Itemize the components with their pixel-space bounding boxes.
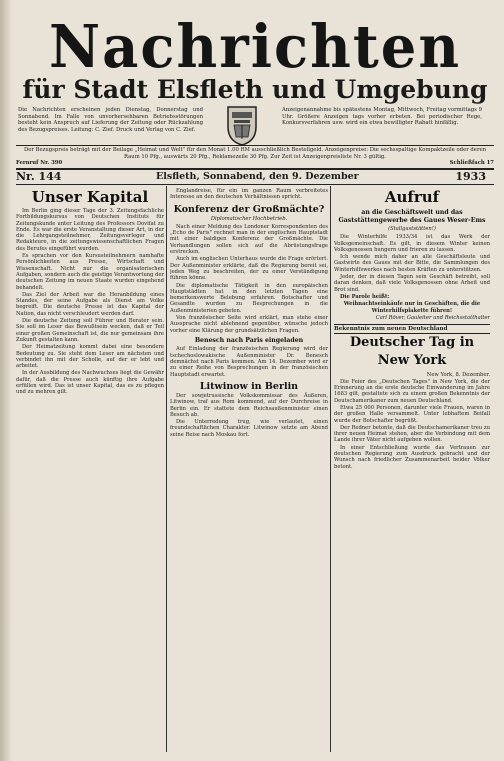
subscription-info: Der Bezugspreis beträgt mit der Beilage „Heimat und Welt" für den Monat 1.00 RM ausschließlich Bestellgeld. Anzeigenpreise: Die sechsspaltige Kompaktzeile oder deren Raum 10 Pfg., auswärts 20 Pfg., Reklamezeile 30 Pfg. Zur Zeit ist Anzeigenpreisliste Nr. 3 gültig.: [23, 147, 487, 160]
issue-date: Elsfleth, Sonnabend, den 9. Dezember: [156, 171, 359, 182]
article-subtitle: Diplomatischer Hochbetrieb.: [210, 215, 288, 222]
issue-number: Nr. 144: [16, 170, 62, 183]
masthead-title: Nachrichten: [48, 12, 462, 82]
article-title: Deutscher Tag in New York: [349, 335, 475, 369]
article-paragraph: In einer Entschließung wurde das Vertrauen zur deutschen Regierung zum Ausdruck gebracht und der Wunsch nach friedlicher Zusammenarbeit beider Völker betont.: [334, 444, 490, 470]
page-edge: [0, 0, 12, 761]
article-paragraph: Die Winterhilfe 1933/34 ist das Werk der Volksgemeinschaft. Es gilt, in diesem Winter keinen Volksgenossen hungern und frieren zu lassen.: [334, 234, 490, 253]
article-paragraph: Die Feier des „Deutschen Tages" in New York, die der Erinnerung an die erste deutsche Einwanderung im Jahre 1683 gilt, gestaltete sich zu einem großen Bekenntnis der Deutschamerikaner zum neuen Deutschland.: [334, 378, 490, 404]
divider: [16, 184, 494, 185]
section-heading: Bekenntnis zum neuen Deutschland: [334, 324, 490, 334]
motto: Weihnachtseinkäufe nur in Geschäften, die die Winterhilfsplakette führen!: [343, 301, 481, 314]
article-paragraph: Im Berlin ging dieser Tage der 3. Zeitungsfachliche Fortbildungskursus von Deutschen Instituts für Zeitungskunde unter Leitung des Professors Dovifat zu Ende. Es war die erste Veranstaltung dieser Art, in der die Lehrgangsteilnehmer, Zeitungsverleger und Redakteure, in die zeitungswissenschaftlichen Fragen des Berufes eingeführt wurden.: [16, 208, 164, 252]
article-paragraph: Auf Einladung der französischen Regierung wird der tschechoslowakische Außenminister Dr. Benesch demnächst nach Paris kommen. Am 14. Dezember wird er zu einer Reihe von Besprechungen in der französischen Hauptstadt erwartet.: [170, 346, 328, 378]
article-paragraph: Es sprachen vor den Kursusteilnehmern namhafte Persönlichkeiten aus Presse, Wirtschaft und Wissenschaft. Nicht nur die organisatorischen Aufgaben, sondern auch die geistige Verantwortung der deutschen Zeitung im neuen Staate wurden eingehend behandelt.: [16, 253, 164, 291]
issue-year: 1933: [455, 170, 486, 183]
town-crest-icon: [220, 103, 264, 147]
article-paragraph: In der Ausbildung des Nachwuchses liegt die Gewähr dafür, daß die Presse auch künftig ihre Aufgabe erfüllen wird. Das ist unser Kapital, das es zu pflegen und zu mehren gilt.: [16, 370, 164, 396]
masthead-subtitle: für Stadt Elsfleth und Umgebung: [22, 75, 488, 104]
article-paragraph: Der Heimatzeitung kommt dabei eine besondere Bedeutung zu. Sie steht dem Leser am nächsten und verbindet ihn mit der Scholle, auf der er lebt und arbeitet.: [16, 344, 164, 370]
article-unser-kapital: [16, 188, 164, 748]
article-column-aufruf: [334, 188, 490, 748]
publisher-info: Die Nachrichten erscheinen jeden Dienstag, Donnerstag und Sonnabend. Im Falle von unvorhersehbaren Betriebsstörungen besteht kein Anspruch auf Lieferung der Zeitung oder Rückzahlung des Bezugspreises. Leitung: C. Zief. Druck und Verlag von C. Zief.: [18, 107, 203, 133]
po-box: Schließfach 17: [449, 160, 494, 166]
article-paragraph: Englandreise, für ein im ganzen Raum verbreitetes Interesse an den deutschen Verhältnissen spricht.: [170, 188, 328, 201]
signature: Carl Röver, Gauleiter und Reichsstatthalter: [375, 314, 490, 321]
article-paragraph: Jeder, der in diesen Tagen sein Geschäft betreibt, soll daran denken, daß viele Volksgenossen ohne Arbeit und Brot sind.: [334, 274, 490, 293]
column-rule: [166, 186, 167, 752]
article-paragraph: Auch im englischen Unterhaus wurde die Frage erörtert. Der Außenminister erklärte, daß die Regierung bereit sei, jeden Weg zu beschreiten, der zu einer Verständigung führen könne.: [170, 256, 328, 282]
article-column-politics: [170, 188, 328, 748]
dateline: New York, 8. Dezember.: [426, 372, 490, 379]
article-title: Unser Kapital: [31, 188, 149, 206]
article-paragraph: Die Parole heißt:: [340, 293, 390, 300]
issue-line: [16, 170, 494, 184]
article-title: Konferenz der Großmächte?: [173, 203, 325, 215]
article-title: Aufruf: [384, 188, 440, 206]
article-title: Benesch nach Paris eingeladen: [194, 336, 304, 344]
phone-number: Fernruf Nr. 390: [16, 160, 63, 166]
article-paragraph: Etwa 25 000 Personen, darunter viele Frauen, waren in der großen Halle versammelt. Unter lebhaftem Beifall wurde der Botschafter begrüßt.: [334, 404, 490, 424]
column-rule: [330, 186, 331, 752]
article-paragraph: Die diplomatische Tätigkeit in den europäischen Hauptstädten hat in den letzten Tagen eine bemerkenswerte Belebung erfahren. Botschafter und Gesandte wurden zu Besprechungen in die Außenministerien gebeten.: [170, 282, 328, 314]
article-paragraph: Nach einer Meldung des Londoner Korrespondenten des „Echo de Paris" rechnet man in der englischen Hauptstadt mit einer baldigen Konferenz der Großmächte. Die Verhandlungen sollen sich auf die Abrüstungsfrage erstrecken.: [170, 223, 328, 256]
article-paragraph: Der sowjetrussische Volkskommissar des Äußeren, Litwinow, traf aus Rom kommend, auf der Durchreise in Berlin ein. Er stattete dem Reichsaußenminister einen Besuch ab.: [170, 392, 328, 418]
advert-info: Anzeigenannahme bis spätestens Montag, Mittwoch, Freitag vormittags 9 Uhr. Größere Anzeigen tags vorher erbeten. Bei periodischer Rege, Konkursverfahren usw. wird ein etwa bewilligter Rabatt hinfällig.: [282, 107, 482, 127]
article-subtitle: an die Geschäftswelt und das Gaststättengewerbe des Gaues Weser-Ems: [338, 209, 486, 224]
divider: [16, 145, 494, 146]
article-paragraph: Von französischer Seite wird erklärt, man stehe einer Aussprache nicht ablehnend gegenüber, wünsche jedoch vorher eine Klärung der grundsätzlichen Fragen.: [170, 315, 328, 334]
article-paragraph: Das Ziel der Arbeit war die Heranbildung eines Standes, der seine Aufgabe als Dienst am Volke begreift. Die deutsche Presse ist das Kapital der Nation, das nicht verschleudert werden darf.: [16, 291, 164, 317]
article-paragraph: Der Redner betonte, daß die Deutschamerikaner treu zu ihrer neuen Heimat stehen, aber die Verbindung mit dem Lande ihrer Väter nicht aufgeben wollen.: [334, 424, 490, 444]
article-title: Litwinow in Berlin: [199, 380, 299, 392]
article-tag: (Stallgaststätten!): [388, 226, 436, 232]
article-paragraph: Ich wende mich daher an alle Geschäftsleute und Gastwirte des Gaues mit der Bitte, die Sammlungen des Winterhilfswerkes nach besten Kräften zu unterstützen.: [334, 254, 490, 273]
article-paragraph: Die Unterredung trug, wie verlautet, einen freundschaftlichen Charakter. Litwinow setzte am Abend seine Reise nach Moskau fort.: [170, 419, 328, 438]
article-paragraph: Die deutsche Zeitung soll Führer und Berater sein. Sie soll im Leser das Bewußtsein wecken, daß er Teil einer großen Gemeinschaft ist, die nur gemeinsam ihre Zukunft gestalten kann.: [16, 318, 164, 343]
